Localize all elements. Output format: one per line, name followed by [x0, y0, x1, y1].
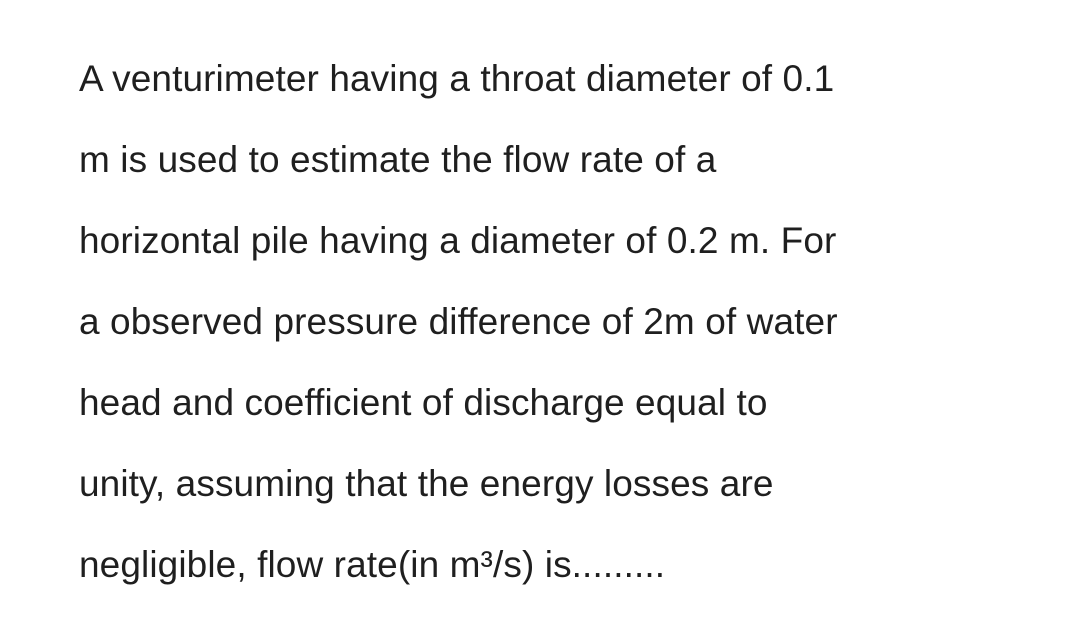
question-line: head and coefficient of discharge equal to — [79, 382, 768, 423]
question-text — [79, 38, 1059, 605]
question-line: A venturimeter having a throat diameter of 0.1 — [79, 58, 835, 99]
question-line: unity, assuming that the energy losses are — [79, 463, 774, 504]
question-line: a observed pressure difference of 2m of water — [79, 301, 838, 342]
question-line: horizontal pile having a diameter of 0.2 m. For — [79, 220, 837, 261]
question-line: m is used to estimate the flow rate of a — [79, 139, 717, 180]
question-line: negligible, flow rate(in m³/s) is......... — [79, 544, 666, 585]
